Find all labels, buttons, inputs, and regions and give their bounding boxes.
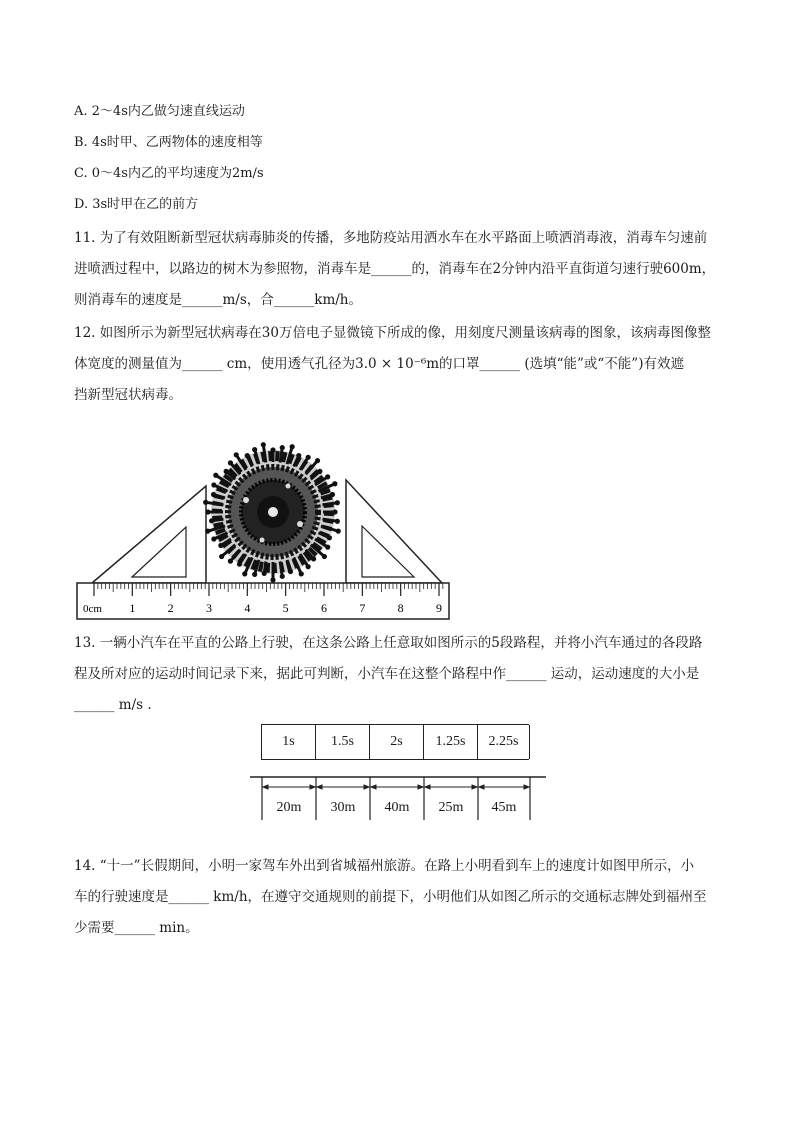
ruler-tick-label: 9 <box>436 601 442 615</box>
virus-ruler-figure <box>74 440 454 620</box>
virus-spike-tip <box>332 509 337 514</box>
virus-spike-tip <box>262 571 267 576</box>
q11-line-3: 则消毒车的速度是______m/s，合______km/h。 <box>74 292 363 308</box>
time-cell: 2s <box>370 725 424 759</box>
ruler-tick-label: 8 <box>397 601 404 615</box>
virus-spike-tip <box>209 518 214 523</box>
virus-spike-tip <box>213 473 218 478</box>
virus-image <box>211 450 335 574</box>
virus-spike-tip <box>311 556 316 561</box>
right-set-square <box>346 480 442 583</box>
virus-spike-tip <box>322 554 327 559</box>
virus-spike-tip <box>228 559 233 564</box>
virus-spike-tip <box>290 444 295 449</box>
time-row <box>261 724 529 760</box>
q13-line-1: 13. 一辆小汽车在平直的公路上行驶，在这条公路上任意取如图所示的5段路程，并将小汽车通过的各段路 <box>74 635 703 651</box>
virus-spike-tip <box>306 564 311 569</box>
q14-line-2: 车的行驶速度是______ km/h，在遵守交通规则的前提下，小明他们从如图乙所示的交通标志牌处到福州至 <box>74 889 707 905</box>
ruler-tick-label: 3 <box>206 601 212 615</box>
right-set-square-inner <box>362 526 414 577</box>
option-a: A. 2～4s内乙做匀速直线运动 <box>74 104 245 119</box>
ruler-tick-label: 2 <box>167 601 174 615</box>
virus-spike-tip <box>270 447 275 452</box>
virus-spike-tip <box>228 460 233 465</box>
time-cell: 1.5s <box>316 725 370 759</box>
virus-spike-tip <box>325 474 330 479</box>
virus-spike-tip <box>224 469 229 474</box>
virus-spike-tip <box>315 458 320 463</box>
segments-figure <box>250 724 550 820</box>
time-cell: 2.25s <box>478 725 530 759</box>
virus-spike-tip <box>218 543 223 548</box>
q12-line-2: 体宽度的测量值为______ cm，使用透气孔径为3.0 × 10⁻⁶m的口罩______ (选填“能”或“不能”)有效遮 <box>74 356 684 372</box>
distance-label: 45m <box>491 800 517 815</box>
q13-line-2: 程及所对应的运动时间记录下来，据此可判断，小汽车在这整个路程中作______ 运动，运动速度的大小是 <box>74 666 700 682</box>
q11-line-2: 进喷洒过程中，以路边的树木为参照物，消毒车是______的，消毒车在2分钟内沿平直街道匀速行驶600m， <box>74 261 716 277</box>
left-set-square <box>92 486 206 583</box>
virus-spike-tip <box>335 519 340 524</box>
virus-spike-tip <box>211 536 216 541</box>
virus-spike-tip <box>270 577 275 582</box>
virus-spike-tip <box>335 500 340 505</box>
virus-spike-tip <box>252 572 257 577</box>
q13-line-3: ______ m/s . <box>74 697 152 713</box>
virus-spike-tip <box>327 535 332 540</box>
virus-spike-tip <box>211 482 216 487</box>
virus-spike-tip <box>242 571 247 576</box>
time-cell: 1.25s <box>424 725 478 759</box>
virus-spike-tip <box>330 492 335 497</box>
q12-line-3: 挡新型冠状病毒。 <box>74 387 182 403</box>
virus-spike-tip <box>252 447 257 452</box>
distance-label: 40m <box>384 800 410 815</box>
ruler-tick-label: 5 <box>282 601 289 615</box>
virus-spike-tip <box>332 481 337 486</box>
virus-spike-tip <box>219 554 224 559</box>
virus-spike-tip <box>237 562 242 567</box>
distance-label: 25m <box>438 800 464 815</box>
q14-line-1: 14. “十一”长假期间，小明一家驾车外出到省城福州旅游。在路上小明看到车上的速度计如图甲所示，小 <box>74 858 695 874</box>
virus-spike-tip <box>296 453 301 458</box>
q12-line-1: 12. 如图所示为新型冠状病毒在30万倍电子显微镜下所成的像，用刻度尺测量该病毒的图象，该病毒图像整 <box>74 325 711 341</box>
option-c: C. 0～4s内乙的平均速度为2m/s <box>74 166 264 181</box>
distance-label: 30m <box>330 800 356 815</box>
time-cell: 1s <box>262 725 316 759</box>
virus-spike-tip <box>203 500 208 505</box>
virus-spike-tip <box>261 442 266 447</box>
virus-spike-tip <box>205 529 210 534</box>
virus-spike-tip <box>288 569 293 574</box>
distance-label: 20m <box>276 800 302 815</box>
ruler-tick-label: 4 <box>244 601 251 615</box>
virus-spike-tip <box>306 455 311 460</box>
option-b: B. 4s时甲、乙两物体的速度相等 <box>74 135 263 150</box>
virus-spike-tip <box>205 509 210 514</box>
virus-spike-tip <box>211 492 216 497</box>
virus-spike-tip <box>325 545 330 550</box>
ruler-tick-label: 6 <box>321 601 327 615</box>
virus-spike-tip <box>280 574 285 579</box>
left-set-square-inner <box>132 527 186 577</box>
ruler-unit-label: 0cm <box>83 603 102 615</box>
virus-spike-tip <box>245 453 250 458</box>
ruler-tick-label: 7 <box>359 601 366 615</box>
q14-line-3: 少需要______ min。 <box>74 920 199 936</box>
virus-spike-tip <box>234 452 239 457</box>
virus-ruler-svg <box>74 440 454 620</box>
virus-spike-tip <box>280 445 285 450</box>
virus-spike-tip <box>299 571 304 576</box>
virus-spike-tip <box>336 529 341 534</box>
option-d: D. 3s时甲在乙的前方 <box>74 197 199 212</box>
q11-line-1: 11. 为了有效阻断新型冠状病毒肺炎的传播，多地防疫站用洒水车在水平路面上喷洒消毒液，消毒车匀速前 <box>74 230 708 246</box>
ruler-tick-label: 1 <box>129 601 136 615</box>
virus-spike-tip <box>317 469 322 474</box>
